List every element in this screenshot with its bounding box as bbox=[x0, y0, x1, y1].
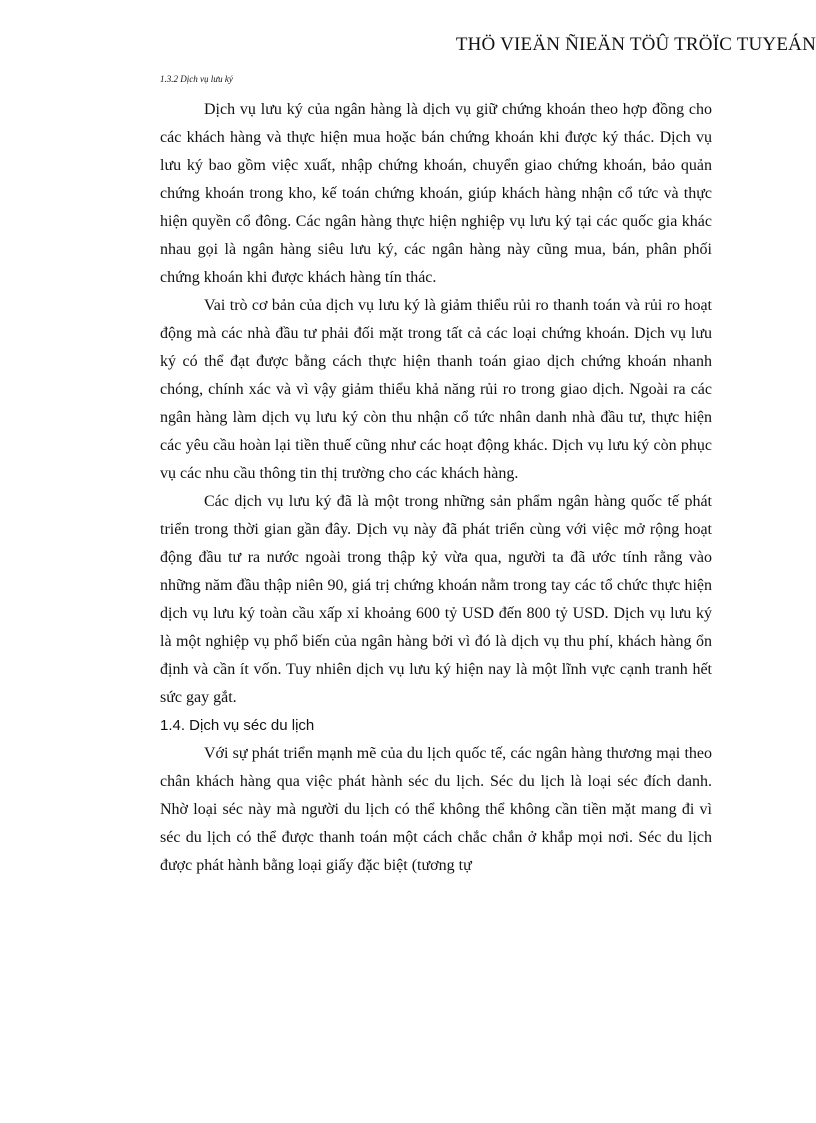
paragraph-custody-growth: Các dịch vụ lưu ký đã là một trong những sản phẩm ngân hàng quốc tế phát triển trong thời gian gần đây. Dịch vụ này đã phát triển cùng với việc mở rộng hoạt động đầu tư ra nước ngoài trong thập kỷ vừa qua, người ta đã ước tính rằng vào những năm đầu thập niên 90, giá trị chứng khoán nằm trong tay các tổ chức thực hiện dịch vụ lưu ký toàn cầu xấp xỉ khoảng 600 tỷ USD đến 800 tỷ USD. Dịch vụ lưu ký là một nghiệp vụ phổ biến của ngân hàng bởi vì đó là dịch vụ thu phí, khách hàng ổn định và cần ít vốn. Tuy nhiên dịch vụ lưu ký hiện nay là một lĩnh vực cạnh tranh hết sức gay gắt. bbox=[160, 493, 712, 706]
document-body bbox=[160, 96, 712, 880]
section-label: 1.3.2 Dịch vụ lưu ký bbox=[160, 74, 233, 84]
paragraph-custody-definition: Dịch vụ lưu ký của ngân hàng là dịch vụ giữ chứng khoán theo hợp đồng cho các khách hàng và thực hiện mua hoặc bán chứng khoán khi được ký thác. Dịch vụ lưu ký bao gồm việc xuất, nhập chứng khoán, chuyển giao chứng khoán, bảo quản chứng khoán trong kho, kế toán chứng khoán, giúp khách hàng nhận cổ tức và thực hiện quyền cổ đông. Các ngân hàng thực hiện nghiệp vụ lưu ký tại các quốc gia khác nhau gọi là ngân hàng siêu lưu ký, các ngân hàng này cũng mua, bán, phân phối chứng khoán khi được khách hàng tín thác. bbox=[160, 101, 712, 286]
section-heading-travelers-cheque: 1.4. Dịch vụ séc du lịch bbox=[160, 717, 315, 734]
paragraph-travelers-cheque: Với sự phát triển mạnh mẽ của du lịch quốc tế, các ngân hàng thương mại theo chân khách hàng qua việc phát hành séc du lịch. Séc du lịch là loại séc đích danh. Nhờ loại séc này mà người du lịch có thể không thể không cần tiền mặt mang đi vì séc du lịch có thể được thanh toán một cách chắc chắn ở khắp mọi nơi. Séc du lịch được phát hành bằng loại giấy đặc biệt (tương tự bbox=[160, 745, 712, 874]
paragraph-custody-role: Vai trò cơ bản của dịch vụ lưu ký là giảm thiểu rủi ro thanh toán và rủi ro hoạt động mà các nhà đầu tư phải đối mặt trong tất cả các loại chứng khoán. Dịch vụ lưu ký có thể đạt được bằng cách thực hiện thanh toán giao dịch chứng khoán nhanh chóng, chính xác và vì vậy giảm thiểu khả năng rủi ro trong giao dịch. Ngoài ra các ngân hàng làm dịch vụ lưu ký còn thu nhận cổ tức nhân danh nhà đầu tư, thực hiện các yêu cầu hoàn lại tiền thuế cũng như các hoạt động khác. Dịch vụ lưu ký còn phục vụ các nhu cầu thông tin thị trường cho các khách hàng. bbox=[160, 297, 712, 482]
running-header: THÖ VIEÄN ÑIEÄN TÖÛ TRÖÏC TUYEÁN bbox=[455, 34, 816, 55]
